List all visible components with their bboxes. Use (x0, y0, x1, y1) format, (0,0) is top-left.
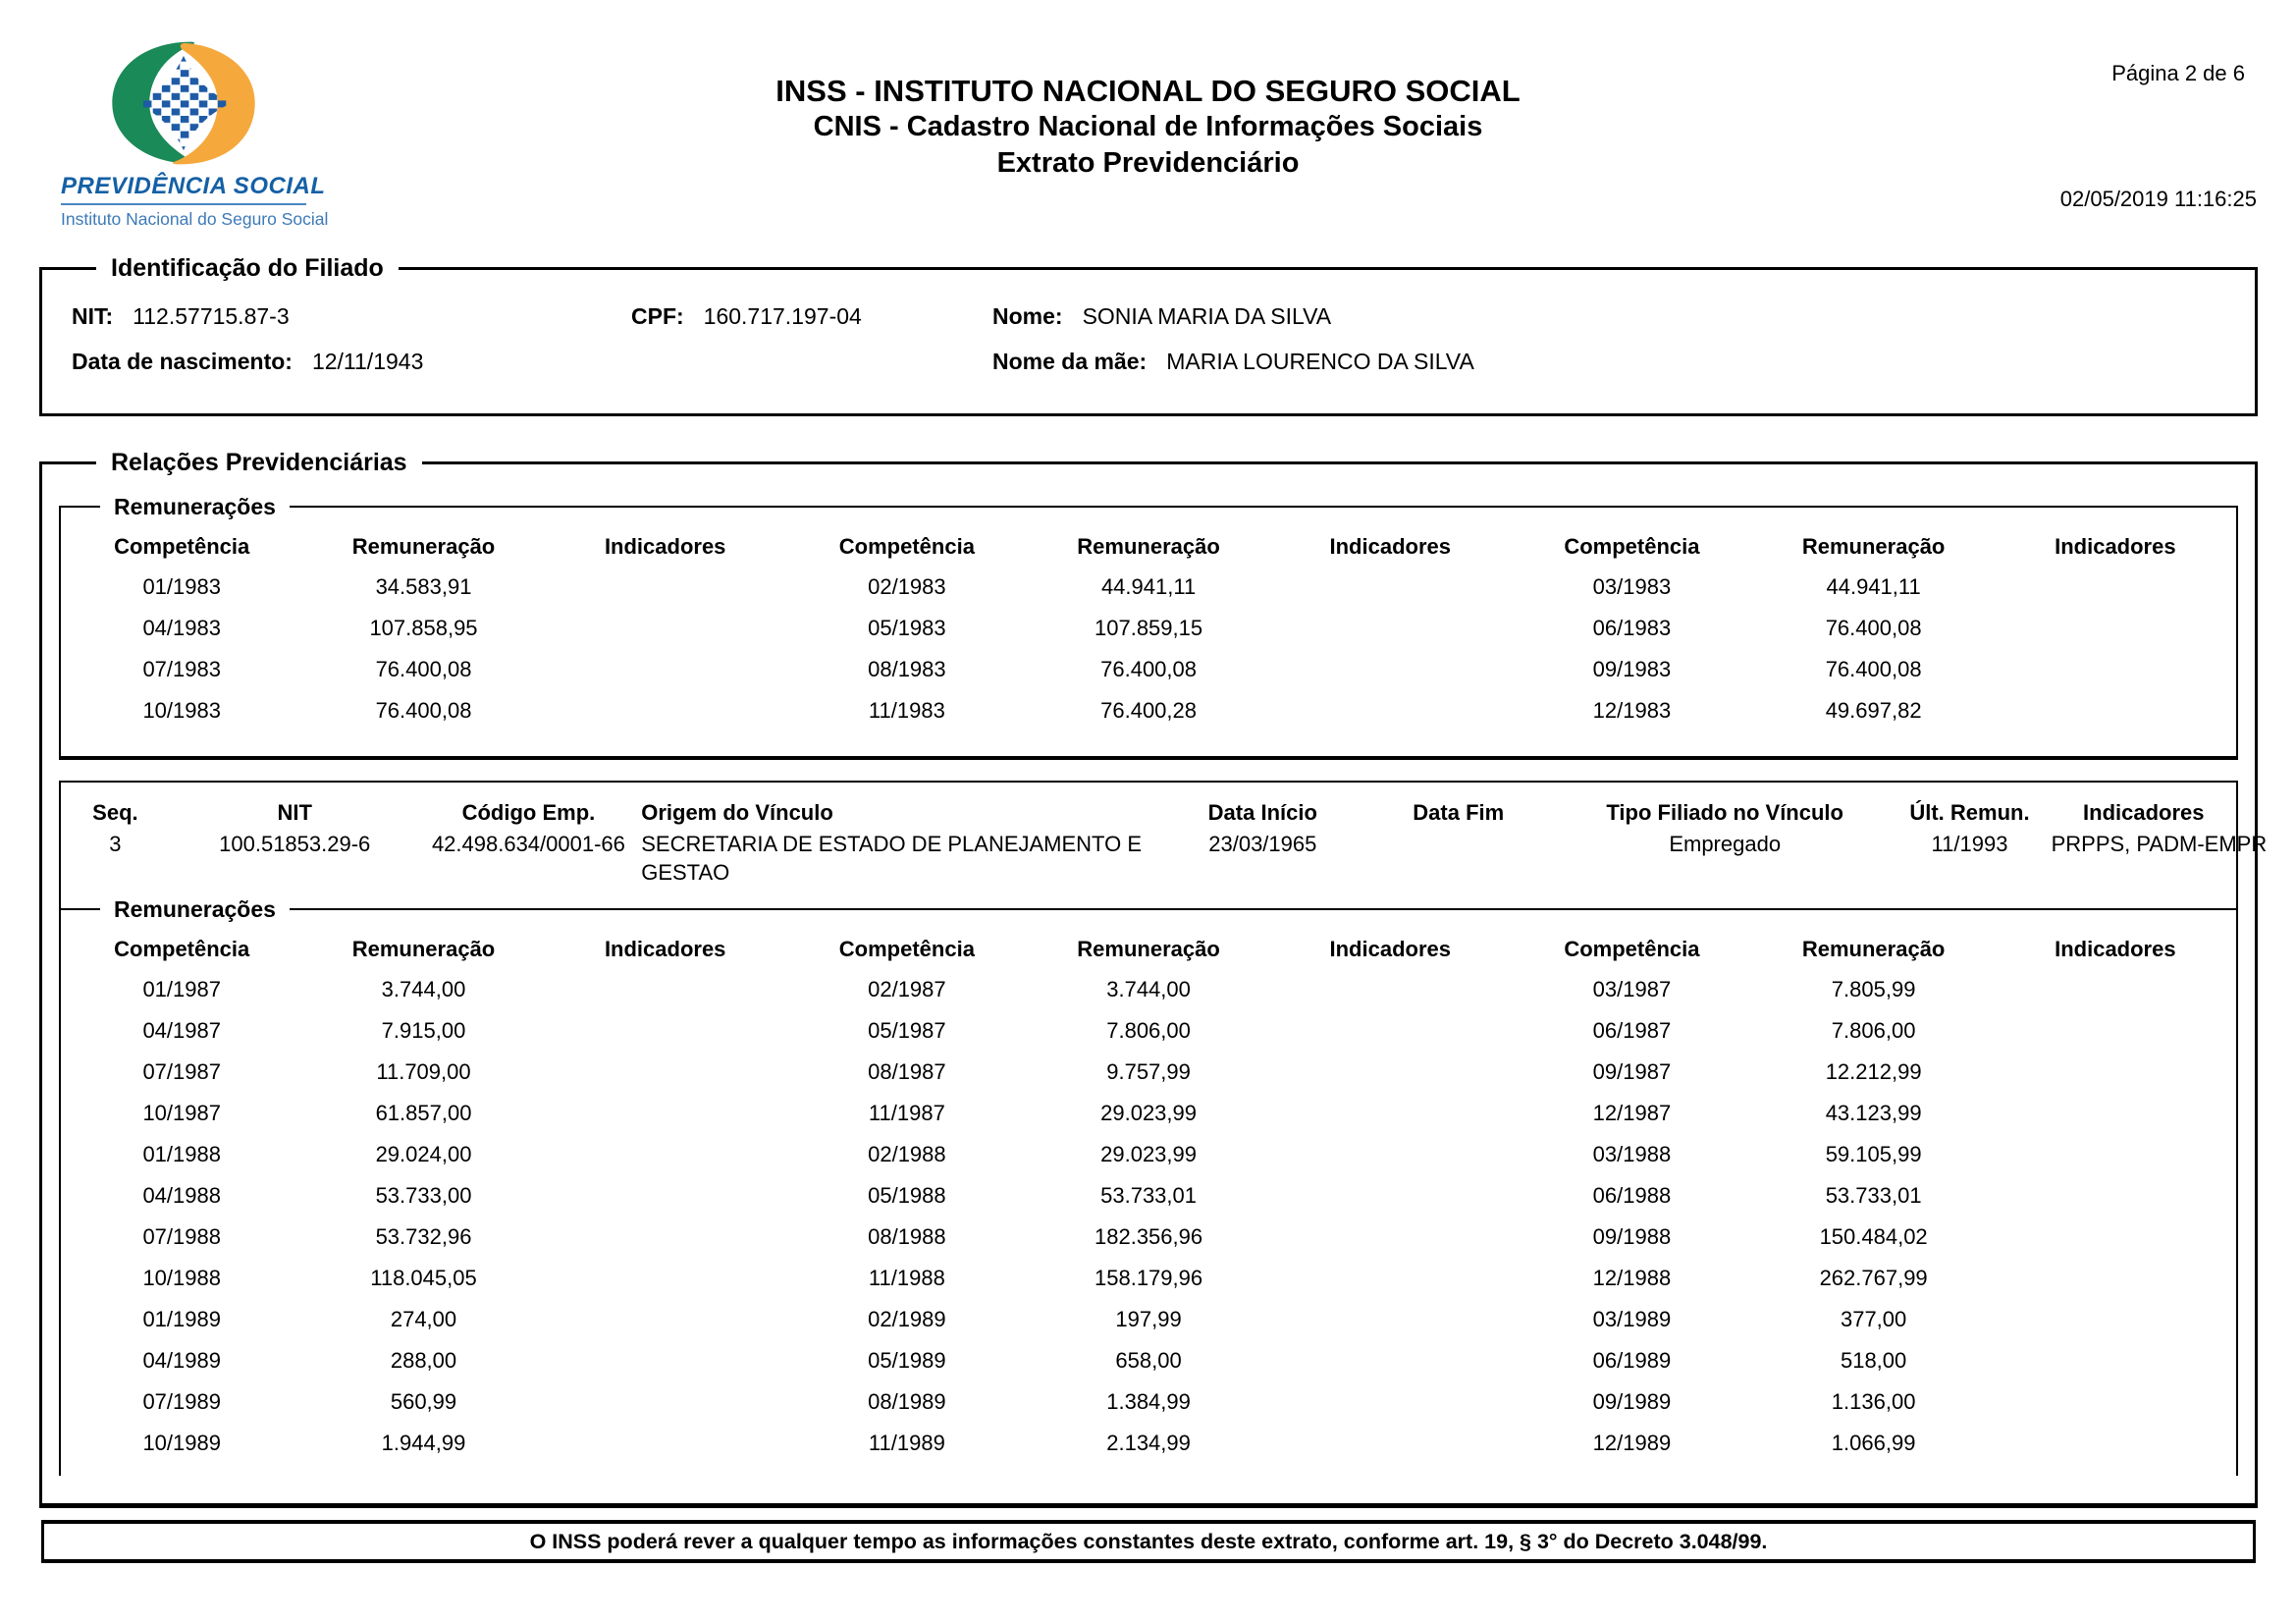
table-cell (1995, 1010, 2236, 1052)
table-cell: 12/1989 (1592, 1431, 1672, 1455)
table-cell: 12.212,99 (1825, 1059, 1922, 1084)
table-cell (1269, 1052, 1511, 1093)
table-cell: 09/1989 (1592, 1389, 1672, 1414)
table-cell (545, 1217, 786, 1258)
table-cell: 49.697,82 (1825, 698, 1922, 723)
table-row (61, 1381, 2236, 1423)
table-cell: 29.023,99 (1100, 1101, 1197, 1125)
table-cell (545, 608, 786, 649)
generation-datetime: 02/05/2019 11:16:25 (2059, 187, 2257, 211)
table-cell (1995, 608, 2236, 649)
table-cell: 76.400,08 (1100, 657, 1197, 681)
table-cell: 02/1989 (868, 1307, 946, 1331)
column-header: Origem do Vínculo (641, 800, 833, 825)
table-row (61, 1423, 2236, 1464)
table-cell: 12/1987 (1592, 1101, 1672, 1125)
table-cell: 11/1983 (868, 698, 945, 723)
table-cell: 42.498.634/0001-66 (431, 832, 625, 856)
mae-label: Nome da mãe: (992, 349, 1148, 374)
logo-brand-text: PREVIDÊNCIA SOCIAL (61, 173, 326, 199)
table-cell: 10/1983 (142, 698, 221, 723)
table-cell: 262.767,99 (1819, 1266, 1928, 1290)
nascimento-field (72, 349, 423, 375)
title-inss: INSS - INSTITUTO NACIONAL DO SEGURO SOCIAL (775, 74, 1521, 108)
table-cell: 76.400,28 (1100, 698, 1197, 723)
table-cell (545, 1052, 786, 1093)
table-cell: 10/1989 (142, 1431, 221, 1455)
table-row (61, 1175, 2236, 1217)
table-cell (1995, 1093, 2236, 1134)
table-cell: 3.744,00 (1106, 977, 1191, 1001)
table-cell: 03/1983 (1592, 574, 1672, 599)
table-cell (1269, 608, 1511, 649)
title-extrato: Extrato Previdenciário (996, 147, 1300, 179)
table-cell: 107.858,95 (369, 616, 478, 640)
table-cell: 288,00 (390, 1348, 457, 1373)
table-cell: 05/1983 (868, 616, 946, 640)
table-cell: 7.806,00 (1106, 1018, 1191, 1043)
table-cell: 59.105,99 (1825, 1142, 1922, 1166)
table-cell: 29.024,00 (375, 1142, 472, 1166)
table-cell: Empregado (1669, 832, 1782, 856)
table-cell: 02/1988 (868, 1142, 946, 1166)
table-cell (545, 649, 786, 690)
table-row (61, 1052, 2236, 1093)
table-cell (545, 1134, 786, 1175)
table-cell (545, 1423, 786, 1464)
table-cell (1995, 1423, 2236, 1464)
table-cell (1269, 1340, 1511, 1381)
table-cell: 04/1989 (142, 1348, 221, 1373)
column-header: Data Fim (1413, 800, 1505, 825)
remuneracoes-table-1 (61, 527, 2236, 731)
title-cnis: CNIS - Cadastro Nacional de Informações Sociais (813, 111, 1483, 142)
table-cell: 7.915,00 (381, 1018, 466, 1043)
table-cell (1269, 1381, 1511, 1423)
table-cell: 158.179,96 (1095, 1266, 1203, 1290)
table-cell: 06/1983 (1592, 616, 1672, 640)
table-cell: 377,00 (1840, 1307, 1907, 1331)
remuneracoes-label-1: Remunerações (100, 494, 290, 519)
footer-notice: O INSS poderá rever a qualquer tempo as informações constantes deste extrato, conforme art. 19, § 3° do Decreto 3.048/99. (529, 1530, 1768, 1553)
table-cell: 11/1989 (868, 1431, 945, 1455)
table-cell: 07/1989 (142, 1389, 221, 1414)
table-cell (545, 969, 786, 1010)
table-cell: PRPPS, PADM-EMPR (2051, 832, 2268, 856)
table-cell: 06/1987 (1592, 1018, 1672, 1043)
table-cell: 76.400,08 (375, 698, 472, 723)
table-cell: 76.400,08 (1825, 657, 1922, 681)
table-cell: 05/1989 (868, 1348, 946, 1373)
table-cell: 03/1989 (1592, 1307, 1672, 1331)
table-cell (1995, 1052, 2236, 1093)
column-header: Indicadores (1329, 534, 1451, 559)
table-cell: 08/1987 (868, 1059, 946, 1084)
document-title-block (0, 73, 2296, 182)
table-cell: 34.583,91 (375, 574, 472, 599)
table-cell (1995, 567, 2236, 608)
table-cell: 43.123,99 (1825, 1101, 1922, 1125)
column-header: Competência (838, 534, 975, 559)
column-header: Indicadores (604, 534, 726, 559)
table-cell (1995, 1175, 2236, 1217)
table-cell: 44.941,11 (1826, 574, 1921, 599)
table-cell: 2.134,99 (1106, 1431, 1191, 1455)
table-cell: 658,00 (1115, 1348, 1182, 1373)
table-cell: 01/1983 (142, 574, 221, 599)
table-cell: 07/1983 (142, 657, 221, 681)
remuneracoes-label-2: Remunerações (100, 896, 290, 922)
table-cell: 53.733,01 (1100, 1183, 1197, 1208)
table-cell (545, 1258, 786, 1299)
table-cell (1269, 690, 1511, 731)
table-cell (1269, 1217, 1511, 1258)
cpf-field (631, 303, 862, 330)
table-cell (1269, 1175, 1511, 1217)
column-header: Competência (114, 937, 250, 961)
cpf-value: 160.717.197-04 (703, 303, 862, 329)
table-cell (545, 1381, 786, 1423)
table-cell: 08/1989 (868, 1389, 946, 1414)
table-cell: 01/1989 (142, 1307, 221, 1331)
identificacao-filiado-box (39, 254, 2258, 416)
remuneracoes-box-1 (59, 494, 2238, 760)
nit-value: 112.57715.87-3 (133, 303, 290, 329)
column-header: Competência (1564, 937, 1700, 961)
mae-field (992, 349, 1474, 375)
nit-label: NIT: (72, 303, 114, 329)
table-cell: 12/1988 (1592, 1266, 1672, 1290)
table-cell (1269, 1093, 1511, 1134)
table-cell: 9.757,99 (1106, 1059, 1191, 1084)
column-header: Código Emp. (461, 800, 596, 825)
table-cell: 11/1988 (868, 1266, 945, 1290)
table-cell: 04/1983 (142, 616, 221, 640)
table-row (61, 1134, 2236, 1175)
table-cell (1355, 826, 1562, 887)
column-header: Indicadores (2083, 800, 2205, 825)
table-cell (1269, 567, 1511, 608)
table-cell: 08/1983 (868, 657, 946, 681)
table-cell: 518,00 (1840, 1348, 1907, 1373)
table-cell (1995, 1299, 2236, 1340)
column-header: Competência (114, 534, 250, 559)
logo-divider (61, 203, 306, 205)
table-cell (1269, 1134, 1511, 1175)
column-header: Remuneração (1801, 534, 1946, 559)
table-cell: 09/1987 (1592, 1059, 1672, 1084)
table-cell: 03/1988 (1592, 1142, 1672, 1166)
table-cell: 3 (109, 832, 122, 856)
table-row (61, 1010, 2236, 1052)
relacoes-title: Relações Previdenciárias (96, 449, 422, 476)
table-cell (1269, 1423, 1511, 1464)
table-cell (1995, 969, 2236, 1010)
table-cell: 76.400,08 (1825, 616, 1922, 640)
table-cell (545, 567, 786, 608)
table-cell: SECRETARIA DE ESTADO DE PLANEJAMENTO E GESTAO (641, 832, 1142, 885)
table-cell (545, 1010, 786, 1052)
table-cell: 01/1987 (142, 977, 221, 1001)
column-header: Remuneração (1077, 937, 1220, 961)
table-cell (545, 1340, 786, 1381)
table-cell: 560,99 (390, 1389, 457, 1414)
nit-field (72, 303, 290, 330)
table-cell: 150.484,02 (1819, 1224, 1928, 1249)
table-cell: 44.941,11 (1100, 574, 1197, 599)
table-cell: 05/1988 (868, 1183, 946, 1208)
table-cell: 1.384,99 (1106, 1389, 1191, 1414)
relacoes-previdenciarias-box (39, 449, 2268, 1508)
column-header: Indicadores (1329, 937, 1451, 961)
table-row (61, 608, 2236, 649)
table-cell (1269, 1299, 1511, 1340)
table-cell: 23/03/1965 (1208, 832, 1317, 856)
table-cell (1995, 1340, 2236, 1381)
table-cell (1269, 1010, 1511, 1052)
column-header: Remuneração (1077, 534, 1220, 559)
table-cell: 05/1987 (868, 1018, 946, 1043)
table-row (61, 826, 2236, 887)
column-header: Competência (838, 937, 975, 961)
table-cell: 10/1988 (142, 1266, 221, 1290)
column-header: Remuneração (351, 534, 496, 559)
table-cell (545, 1093, 786, 1134)
column-header: Últ. Remun. (1909, 800, 2030, 825)
table-cell (1995, 690, 2236, 731)
column-header: Data Início (1207, 800, 1317, 825)
table-cell: 11/1987 (868, 1101, 945, 1125)
column-header: NIT (277, 800, 312, 825)
column-header: Remuneração (351, 937, 496, 961)
table-cell (1269, 1258, 1511, 1299)
nascimento-value: 12/11/1943 (311, 349, 424, 374)
column-header: Indicadores (2055, 534, 2176, 559)
table-cell: 53.733,01 (1825, 1183, 1922, 1208)
table-cell (545, 1175, 786, 1217)
table-cell: 02/1983 (868, 574, 946, 599)
nome-value: SONIA MARIA DA SILVA (1082, 303, 1332, 329)
vinculo-box (59, 781, 2268, 1476)
nome-label: Nome: (992, 303, 1063, 329)
table-cell: 09/1988 (1592, 1224, 1672, 1249)
table-cell (1269, 969, 1511, 1010)
table-header-row (61, 527, 2236, 567)
vinculo-header-table (61, 792, 2268, 887)
table-cell (1995, 1134, 2236, 1175)
table-cell (1995, 649, 2236, 690)
column-header: Competência (1564, 534, 1700, 559)
table-row (61, 649, 2236, 690)
page-number: Página 2 de 6 (2111, 61, 2245, 85)
table-cell (1995, 1217, 2236, 1258)
column-header: Seq. (92, 800, 138, 825)
table-cell: 3.744,00 (381, 977, 466, 1001)
table-cell: 7.805,99 (1831, 977, 1916, 1001)
table-cell: 29.023,99 (1100, 1142, 1197, 1166)
table-cell: 06/1988 (1592, 1183, 1672, 1208)
table-cell: 107.859,15 (1095, 616, 1203, 640)
table-cell: 10/1987 (142, 1101, 221, 1125)
table-cell: 182.356,96 (1095, 1224, 1203, 1249)
column-header: Remuneração (1801, 937, 1946, 961)
table-cell: 01/1988 (142, 1142, 221, 1166)
table-cell: 7.806,00 (1831, 1018, 1916, 1043)
table-row (61, 1299, 2236, 1340)
table-cell: 76.400,08 (375, 657, 472, 681)
logo-subtitle-text: Instituto Nacional do Seguro Social (61, 209, 329, 229)
table-cell: 11/1993 (1931, 832, 2008, 856)
table-cell: 100.51853.29-6 (219, 832, 371, 856)
table-cell: 11.709,00 (376, 1059, 471, 1084)
table-row (61, 1258, 2236, 1299)
table-cell: 61.857,00 (375, 1101, 472, 1125)
table-cell: 08/1988 (868, 1224, 946, 1249)
table-row (61, 567, 2236, 608)
table-cell: 53.733,00 (375, 1183, 472, 1208)
table-cell (1995, 1381, 2236, 1423)
table-row (61, 1217, 2236, 1258)
remuneracoes-table-2 (61, 930, 2236, 1464)
table-row (61, 1093, 2236, 1134)
column-header: Indicadores (2055, 937, 2176, 961)
table-cell: 04/1987 (142, 1018, 221, 1043)
column-header: Indicadores (604, 937, 726, 961)
table-cell: 12/1983 (1592, 698, 1672, 723)
table-cell: 53.732,96 (375, 1224, 472, 1249)
table-cell: 118.045,05 (370, 1266, 477, 1290)
table-cell: 07/1988 (142, 1224, 221, 1249)
remuneracoes-divider (61, 896, 2236, 922)
mae-value: MARIA LOURENCO DA SILVA (1166, 349, 1474, 374)
table-cell: 197,99 (1115, 1307, 1182, 1331)
table-row (61, 1340, 2236, 1381)
table-cell: 274,00 (390, 1307, 457, 1331)
table-cell (1269, 649, 1511, 690)
table-cell: 04/1988 (142, 1183, 221, 1208)
identificacao-title: Identificação do Filiado (96, 254, 399, 282)
table-cell: 02/1987 (868, 977, 946, 1001)
table-header-row (61, 930, 2236, 969)
table-cell: 09/1983 (1592, 657, 1672, 681)
table-cell: 1.136,00 (1831, 1389, 1916, 1414)
nascimento-label: Data de nascimento: (72, 349, 293, 374)
table-cell: 06/1989 (1592, 1348, 1672, 1373)
table-row (61, 969, 2236, 1010)
column-header: Tipo Filiado no Vínculo (1606, 800, 1843, 825)
table-cell (545, 690, 786, 731)
cpf-label: CPF: (631, 303, 684, 329)
footer-notice-box (41, 1520, 2256, 1563)
table-cell: 1.066,99 (1831, 1431, 1916, 1455)
table-cell (1995, 1258, 2236, 1299)
table-header-row (61, 792, 2236, 826)
table-cell: 1.944,99 (381, 1431, 466, 1455)
table-cell (545, 1299, 786, 1340)
table-row (61, 690, 2236, 731)
table-cell: 03/1987 (1592, 977, 1672, 1001)
nome-field (992, 303, 1331, 330)
table-cell: 07/1987 (142, 1059, 221, 1084)
